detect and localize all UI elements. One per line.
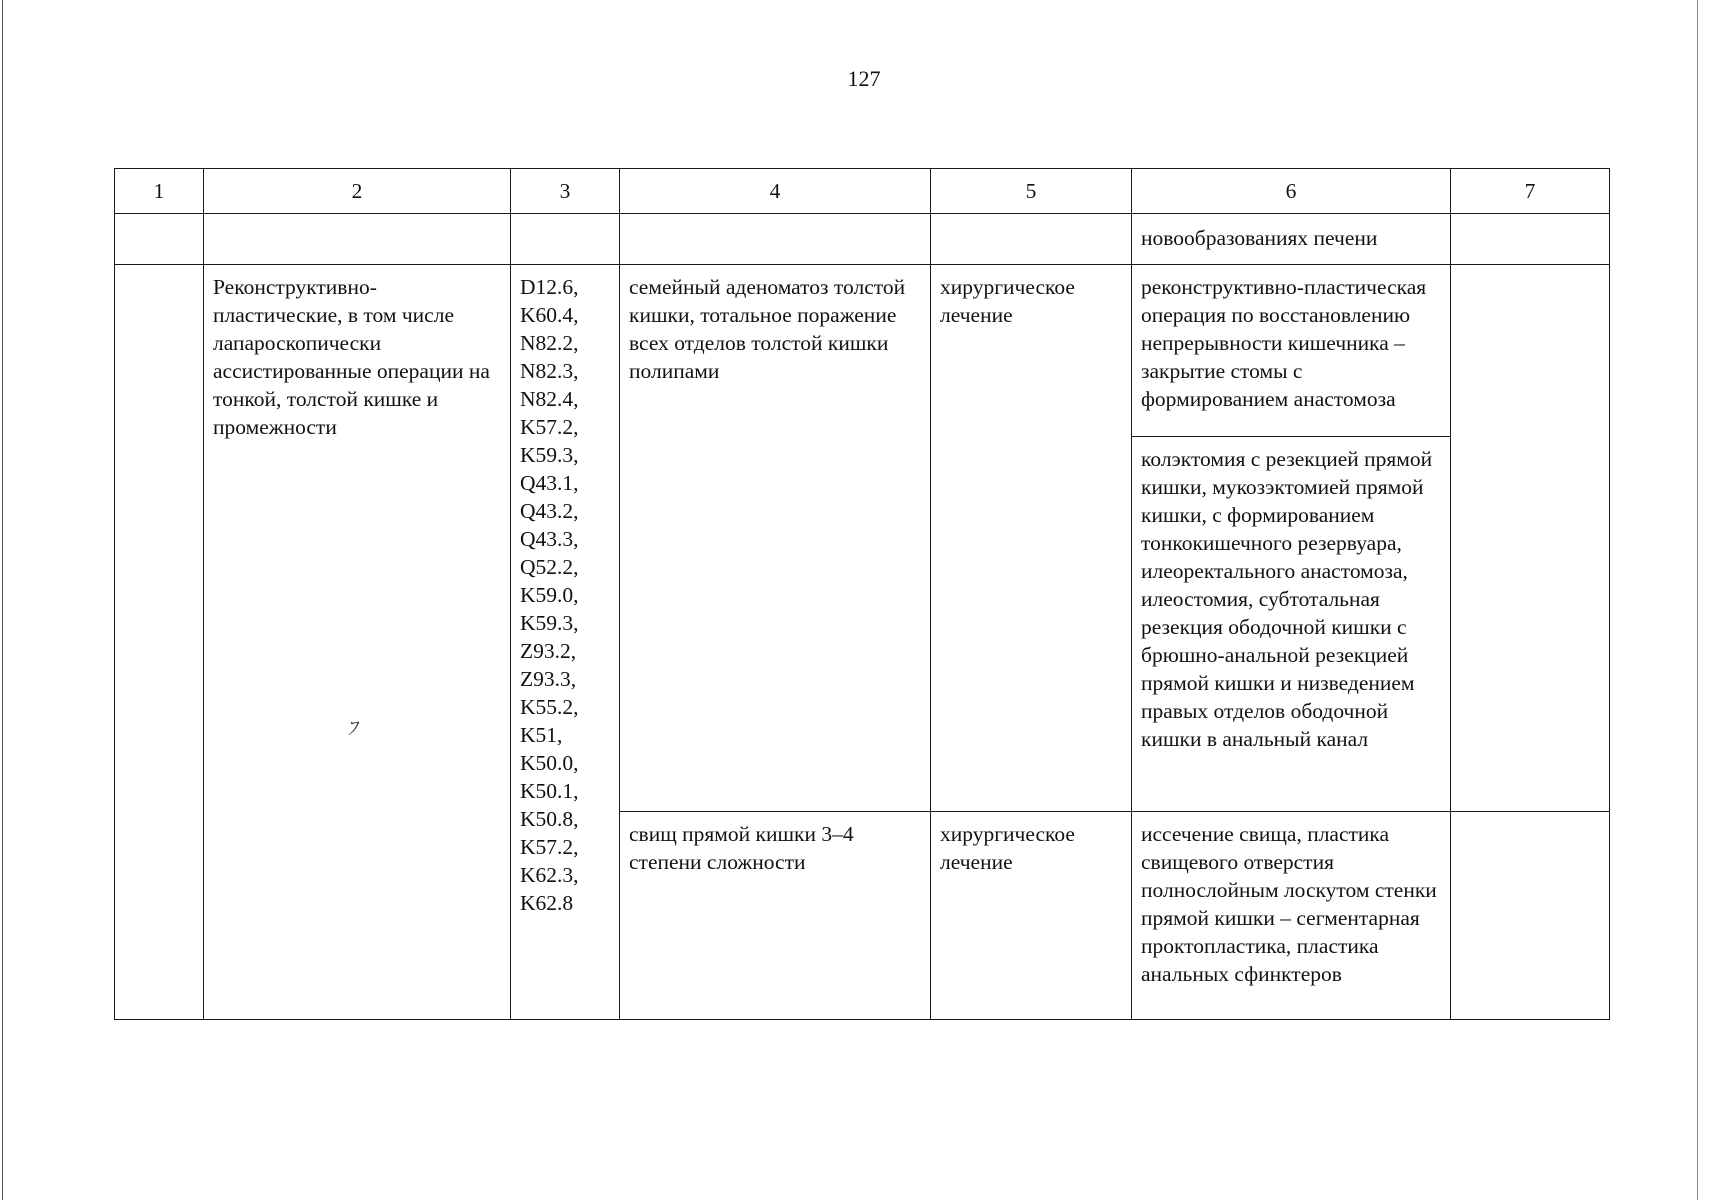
header-cell-1: 1 (115, 169, 204, 214)
sub2-cell-method: иссечение свища, пластика свищевого отверстия полнослойным лоскутом стенки прямой кишки – сегментарная проктопластика, пластика анальных сфинктеров (1132, 812, 1451, 1020)
stray-mark: ﾌ (347, 718, 357, 740)
header-cell-6: 6 (1132, 169, 1451, 214)
sub2-cell-diagnosis: свищ прямой кишки 3–4 степени сложности (620, 812, 931, 1020)
header-cell-3: 3 (511, 169, 620, 214)
group-cell-icd-codes: D12.6, K60.4, N82.2, N82.3, N82.4, K57.2, K59.3, Q43.1, Q43.2, Q43.3, Q52.2, K59.0, K59.3, Z93.2, Z93.3, K55.2, K51, K50.0, K50.1, K50.8, K57.2, K62.3, K62.8 (511, 265, 620, 1020)
continuation-cell-2 (204, 214, 511, 265)
continuation-cell-3 (511, 214, 620, 265)
continuation-cell-7 (1451, 214, 1610, 265)
group-cell-treatment-type: Реконструктивно-пластические, в том числе лапароскопически ассистированные операции на тонкой, толстой кишке и промежности (204, 265, 511, 1020)
continuation-cell-4 (620, 214, 931, 265)
header-row (115, 169, 1610, 214)
continuation-cell-5 (931, 214, 1132, 265)
header-cell-2: 2 (204, 169, 511, 214)
sub2-cell-treatment: хирургическое лечение (931, 812, 1132, 1020)
left-edge-line (2, 0, 3, 1200)
sub2-cell-7 (1451, 812, 1610, 1020)
header-cell-5: 5 (931, 169, 1132, 214)
sub1-cell-method-a: реконструктивно-пластическая операция по восстановлению непрерывности кишечника – закрытие стомы с формированием анастомоза (1132, 265, 1451, 437)
header-cell-7: 7 (1451, 169, 1610, 214)
table-row-a (115, 265, 1610, 437)
continuation-cell-1 (115, 214, 204, 265)
page-number: 127 (847, 66, 881, 91)
continuation-cell-6: новообразованиях печени (1132, 214, 1451, 265)
continuation-row (115, 214, 1610, 265)
sub1-cell-diagnosis: семейный аденоматоз толстой кишки, тотальное поражение всех отделов толстой кишки полипами (620, 265, 931, 812)
header-cell-4: 4 (620, 169, 931, 214)
sub1-cell-treatment: хирургическое лечение (931, 265, 1132, 812)
sub1-cell-method-b: колэктомия с резекцией прямой кишки, мукозэктомией прямой кишки, с формированием тонкокишечного резервуара, илеоректального анастомоза, илеостомия, субтотальная резекция ободочной кишки с брюшно-анальной резекцией прямой кишки и низведением правых отделов ободочной кишки в анальный канал (1132, 437, 1451, 812)
procedures-table (114, 168, 1610, 1020)
group-cell-1 (115, 265, 204, 1020)
sub1-cell-7 (1451, 265, 1610, 812)
right-edge-line (1697, 0, 1698, 1200)
